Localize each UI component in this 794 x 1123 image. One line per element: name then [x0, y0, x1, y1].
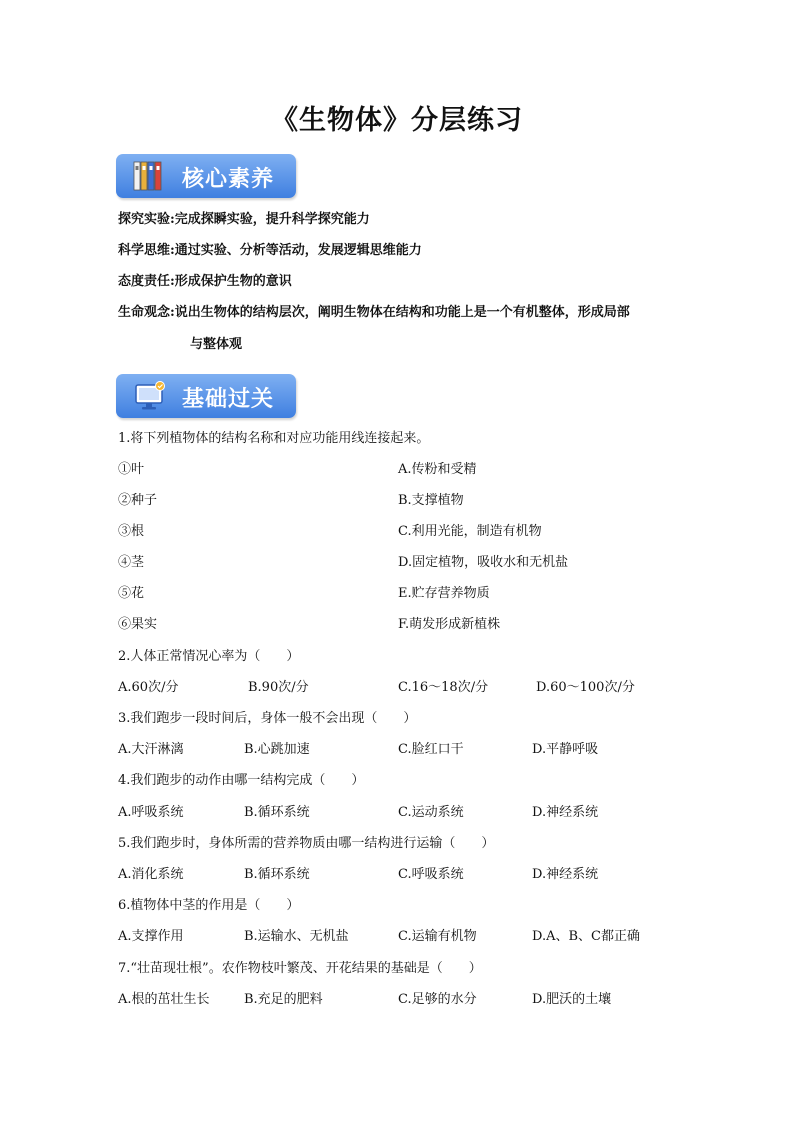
core-item-4-continued: 与整体观 — [190, 337, 243, 352]
q5-option-c: C.呼吸系统 — [398, 867, 464, 882]
q1-right-item: C.利用光能，制造有机物 — [398, 524, 542, 539]
q7-option-c: C.足够的水分 — [398, 992, 477, 1007]
q4-option-b: B.循环系统 — [244, 805, 310, 820]
q3-option-a: A.大汗淋漓 — [118, 742, 184, 757]
q2-option-b: B.90次/分 — [248, 680, 309, 695]
core-item-2: 科学思维:通过实验、分析等活动，发展逻辑思维能力 — [118, 243, 422, 258]
q1-right-item: B.支撑植物 — [398, 493, 464, 508]
q3-option-c: C.脸红口干 — [398, 742, 464, 757]
question-7-stem: 7.“壮苗现壮根”。农作物枝叶繁茂、开花结果的基础是（ ） — [118, 961, 482, 976]
question-3-stem: 3.我们跑步一段时间后，身体一般不会出现（ ） — [118, 711, 417, 726]
section-banner-basic — [116, 374, 296, 418]
q2-option-c: C.16～18次/分 — [398, 680, 489, 695]
page-title: 《生物体》分层练习 — [271, 105, 523, 136]
q7-option-d: D.肥沃的土壤 — [532, 992, 612, 1007]
q7-option-a: A.根的茁壮生长 — [118, 992, 210, 1007]
section-banner-core — [116, 154, 296, 198]
q1-left-item: ③根 — [118, 524, 145, 539]
q1-left-item: ④茎 — [118, 555, 145, 570]
q1-left-item: ⑤花 — [118, 586, 145, 601]
q6-option-a: A.支撑作用 — [118, 929, 184, 944]
q6-option-d: D.A、B、C都正确 — [532, 929, 640, 944]
section-label-core: 核心素养 — [182, 167, 275, 192]
core-item-3: 态度责任:形成保护生物的意识 — [118, 274, 292, 289]
q4-option-d: D.神经系统 — [532, 805, 599, 820]
q1-right-item: F.萌发形成新植株 — [398, 617, 501, 632]
q2-option-a: A.60次/分 — [118, 680, 179, 695]
question-6-stem: 6.植物体中茎的作用是（ ） — [118, 898, 300, 913]
q1-right-item: A.传粉和受精 — [398, 462, 477, 477]
question-2-stem: 2.人体正常情况心率为（ ） — [118, 649, 300, 664]
q4-option-c: C.运动系统 — [398, 805, 464, 820]
section-label-basic: 基础过关 — [182, 387, 275, 412]
q5-option-b: B.循环系统 — [244, 867, 310, 882]
core-item-1: 探究实验:完成探瞬实验，提升科学探究能力 — [118, 212, 370, 227]
q1-right-item: D.固定植物，吸收水和无机盐 — [398, 555, 569, 570]
q1-left-item: ②种子 — [118, 493, 158, 508]
q7-option-b: B.充足的肥料 — [244, 992, 323, 1007]
q6-option-b: B.运输水、无机盐 — [244, 929, 349, 944]
q3-option-d: D.平静呼吸 — [532, 742, 599, 757]
q5-option-a: A.消化系统 — [118, 867, 184, 882]
computer-icon — [132, 378, 168, 414]
q2-option-d: D.60～100次/分 — [536, 680, 635, 695]
q1-left-item: ⑥果实 — [118, 617, 158, 632]
q5-option-d: D.神经系统 — [532, 867, 599, 882]
core-item-4: 生命观念:说出生物体的结构层次，阐明生物体在结构和功能上是一个有机整体，形成局部 — [118, 305, 630, 320]
q1-right-item: E.贮存营养物质 — [398, 586, 490, 601]
question-5-stem: 5.我们跑步时，身体所需的营养物质由哪一结构进行运输（ ） — [118, 836, 495, 851]
q4-option-a: A.呼吸系统 — [118, 805, 184, 820]
q1-left-item: ①叶 — [118, 462, 145, 477]
q3-option-b: B.心跳加速 — [244, 742, 310, 757]
q6-option-c: C.运输有机物 — [398, 929, 477, 944]
books-icon — [132, 158, 168, 194]
question-4-stem: 4.我们跑步的动作由哪一结构完成（ ） — [118, 773, 365, 788]
question-1-stem: 1.将下列植物体的结构名称和对应功能用线连接起来。 — [118, 431, 430, 446]
